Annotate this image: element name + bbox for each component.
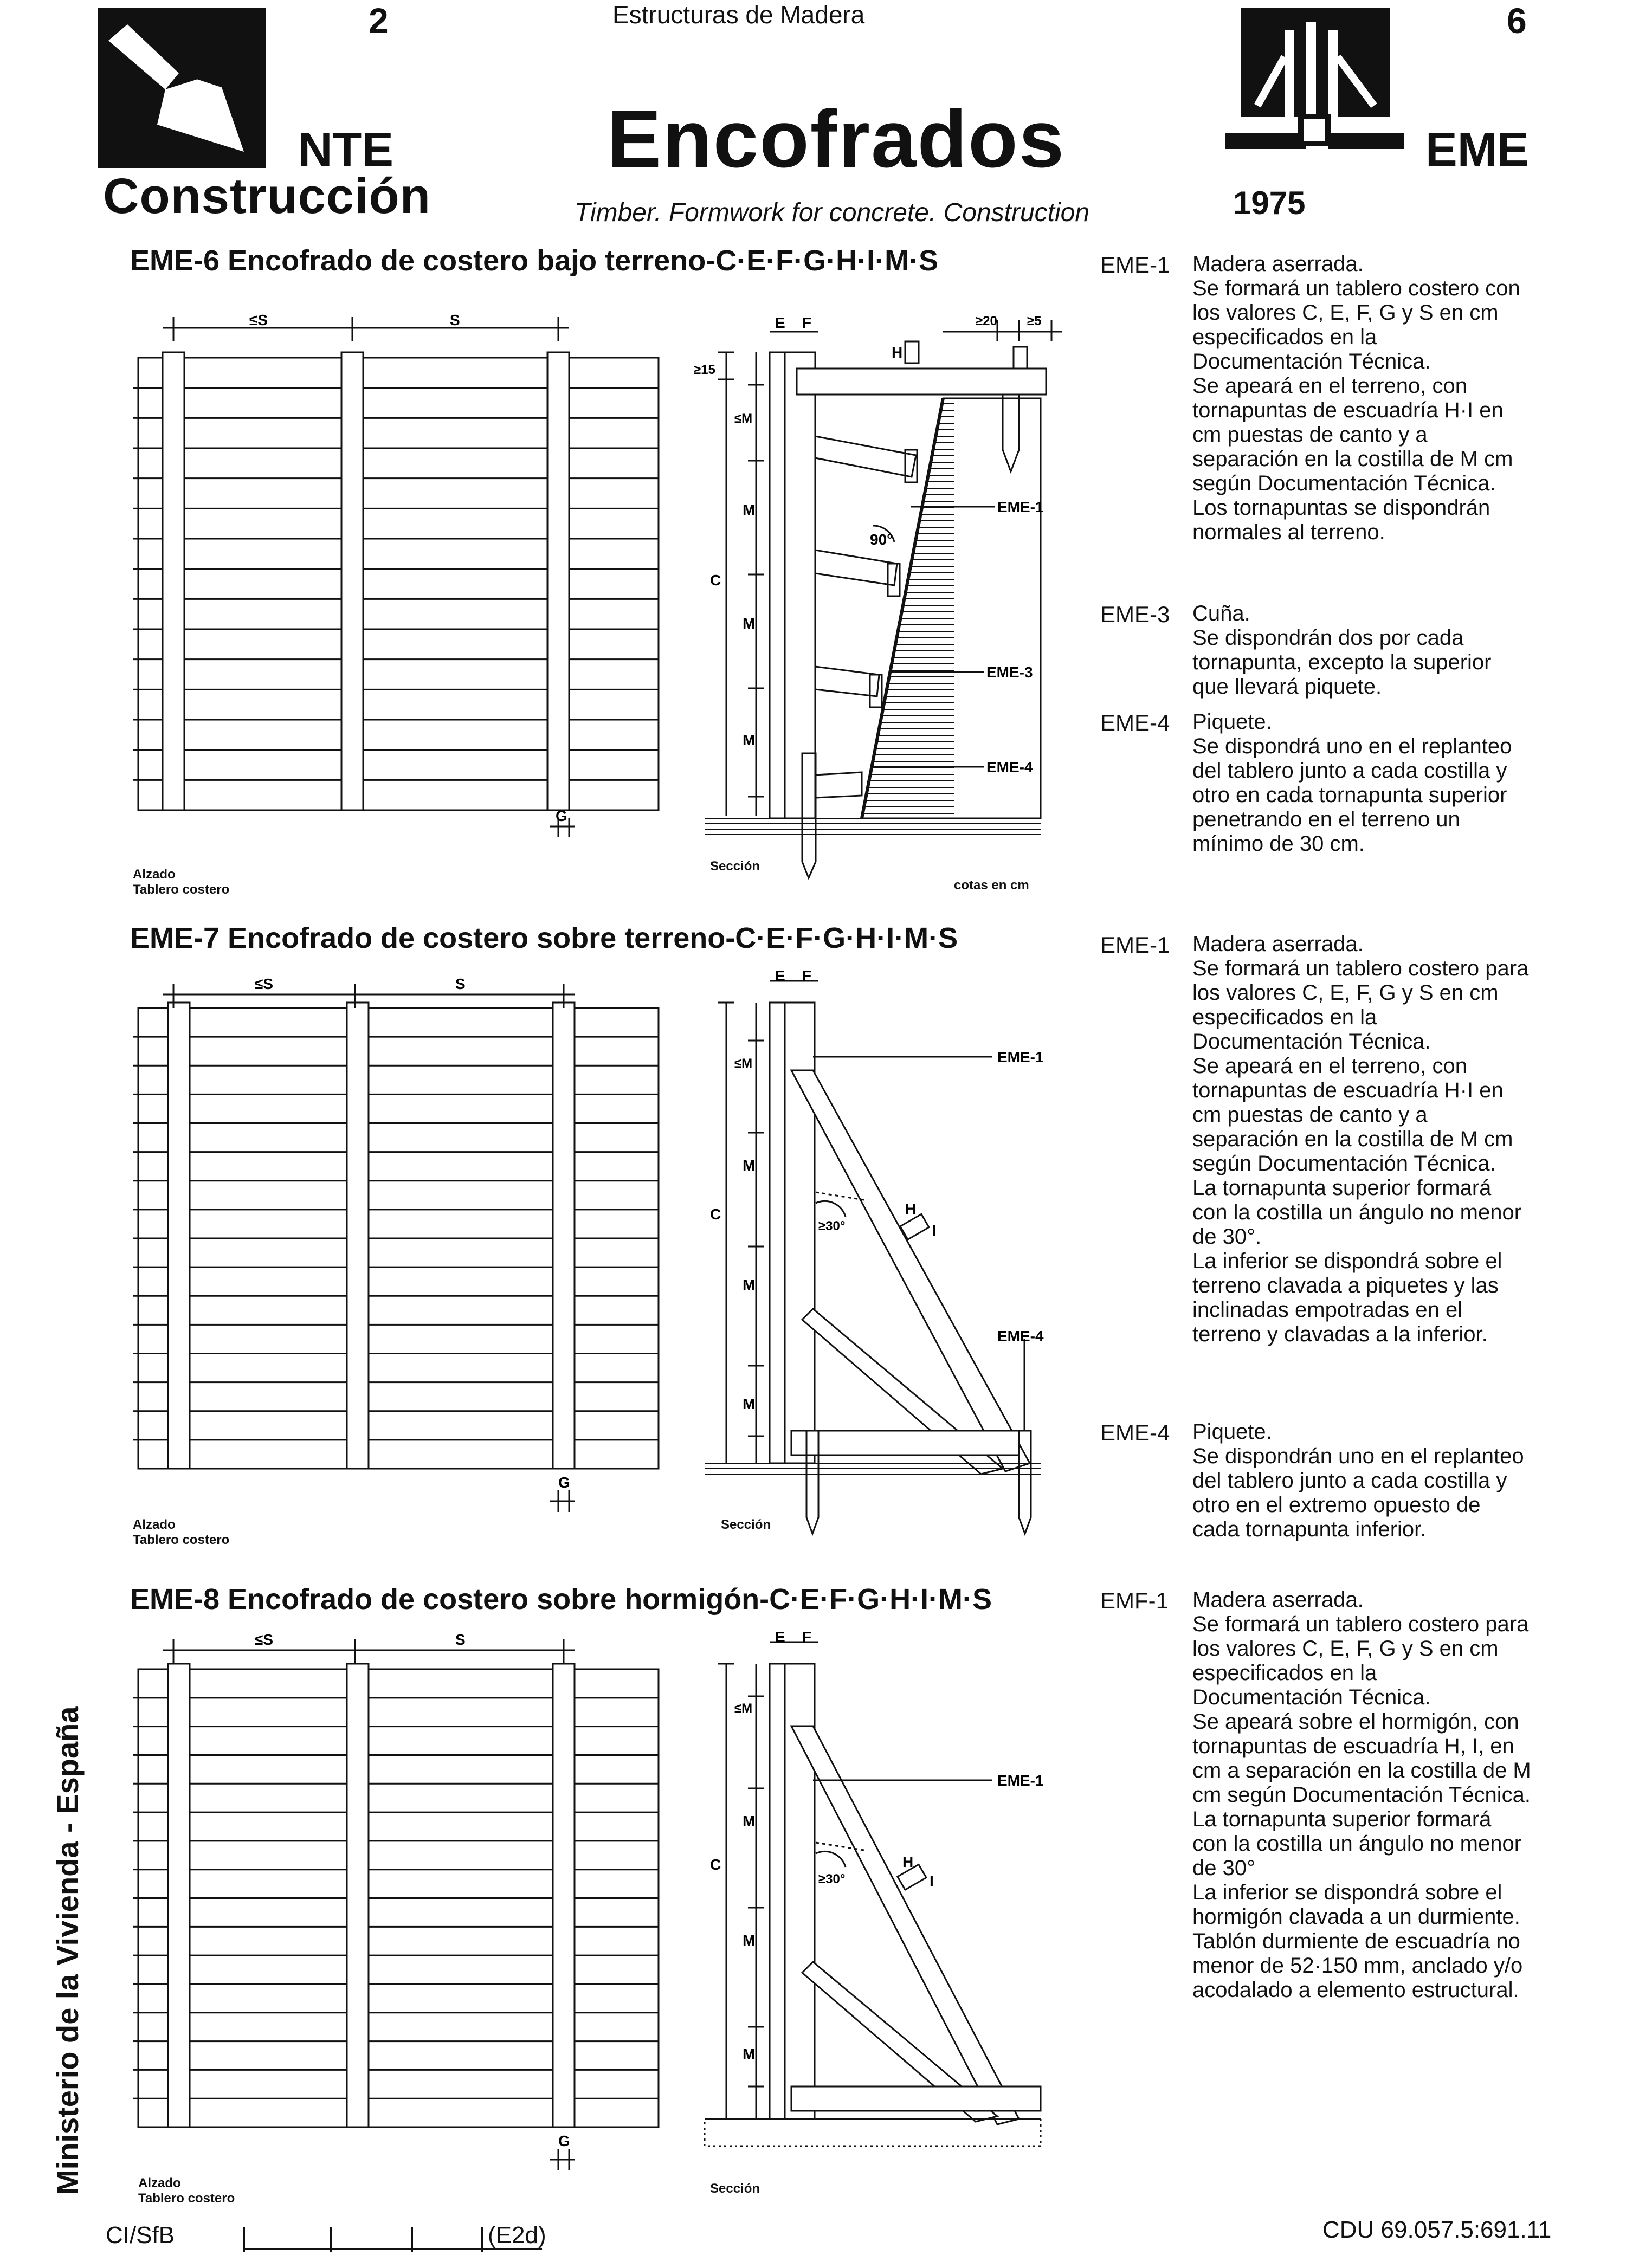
elev-caption-eme7: Alzado Tablero costero: [133, 1517, 230, 1547]
dim-m1-eme6: M: [743, 501, 756, 518]
dim-i-eme7: I: [932, 1222, 937, 1239]
dim-g-eme7: G: [558, 1474, 570, 1491]
callout-eme1-eme6: EME-1: [997, 499, 1044, 515]
dim-m1-eme7: M: [743, 1157, 756, 1174]
dim-ge5-eme6: ≥5: [1027, 314, 1042, 328]
dim-e-eme7: E: [775, 967, 785, 984]
dim-m3-eme6: M: [743, 732, 756, 748]
angle-eme7: ≥30°: [818, 1219, 846, 1233]
dim-m2-eme7: M: [743, 1276, 756, 1293]
dim-s2-eme8: S: [455, 1631, 466, 1648]
sec-caption-eme6: Sección: [710, 859, 760, 874]
note-text-eme7-2: Piquete. Se dispondrán uno en el replanteo del tablero junto a cada costilla y otro en el extremo opuesto de cada tornapunta inferior.: [1192, 1420, 1524, 1541]
elevation-eme7: [133, 1003, 659, 1469]
dim-h-eme8: H: [902, 1853, 914, 1870]
page-subtitle: Timber. Formwork for concrete. Construction: [575, 198, 1090, 227]
callout-eme1-eme7: EME-1: [997, 1049, 1044, 1065]
dim-m1-eme8: M: [743, 1813, 756, 1830]
cisfb-label: CI/SfB: [106, 2222, 175, 2248]
dim-lem-eme8: ≤M: [734, 1701, 753, 1716]
angle-eme6: 90°: [870, 531, 893, 548]
dim-s2-eme7: S: [455, 975, 466, 992]
section-title-eme7: EME-7 Encofrado de costero sobre terreno-C·E·F·G·H·I·M·S: [130, 922, 958, 954]
note-text-eme6-2: Cuña. Se dispondrán dos por cada tornapunta, excepto la superior que llevará piquete.: [1192, 602, 1492, 699]
dim-e-eme8: E: [775, 1629, 785, 1645]
nte-label: NTE: [298, 122, 393, 176]
year: 1975: [1233, 185, 1306, 221]
dim-s1-eme8: ≤S: [255, 1631, 274, 1648]
section-title-eme6: EME-6 Encofrado de costero bajo terreno-C·E·F·G·H·I·M·S: [130, 244, 939, 277]
side-ministry-label: Ministerio de la Vivienda - España: [50, 1706, 85, 2195]
dim-c-eme7: C: [710, 1206, 721, 1223]
callout-eme1-eme8: EME-1: [997, 1772, 1044, 1789]
dim-m3-eme7: M: [743, 1395, 756, 1412]
dim-lem-eme7: ≤M: [734, 1056, 753, 1071]
dim-line-eme6: [163, 317, 575, 837]
elev-caption-eme8: Alzado Tablero costero: [138, 2176, 235, 2206]
dim-ge15-eme6: ≥15: [694, 363, 715, 377]
note-text-eme6-1: Madera aserrada. Se formará un tablero costero con los valores C, E, F, G y S en cm especificados en la Documentación Técnica. Se apeará en el terreno, con tornapuntas de escuadría H·I en cm puestas de canto y a separación en la costilla de M cm según Documentación Técnica. Los tornapuntas se dispondrán normales al terreno.: [1192, 252, 1520, 544]
dim-g-eme8: G: [558, 2133, 570, 2149]
units-caption-eme6: cotas en cm: [954, 878, 1029, 893]
elevation-eme6: [133, 352, 659, 810]
cdu-code: CDU 69.057.5:691.11: [1322, 2217, 1552, 2243]
note-text-eme7-1: Madera aserrada. Se formará un tablero costero para los valores C, E, F, G y S en cm especificados en la Documentación Técnica. Se apeará en el terreno, con tornapuntas de escuadría H·I en cm puestas de canto y a separación en la costilla de M cm según Documentación Técnica. La tornapunta superior formará con la costilla un ángulo no menor de 30°. La inferior se dispondrá sobre el terreno clavada a piquetes y las inclinadas empotradas en el terreno y clavadas a la inferior.: [1192, 932, 1529, 1346]
dim-f-eme8: F: [802, 1629, 812, 1645]
section-title-eme8: EME-8 Encofrado de costero sobre hormigón-C·E·F·G·H·I·M·S: [130, 1583, 992, 1616]
dim-s2-eme6: S: [450, 312, 460, 328]
dim-e-eme6: E: [775, 314, 785, 331]
sec-caption-eme8: Sección: [710, 2181, 760, 2196]
elev-caption-eme6: Alzado Tablero costero: [133, 867, 230, 897]
dim-m2-eme6: M: [743, 615, 756, 632]
note-code-eme8-1: EMF-1: [1100, 1588, 1169, 1613]
series-label: Estructuras de Madera: [612, 1, 865, 29]
dim-ge20-eme6: ≥20: [976, 314, 997, 328]
note-code-eme7-2: EME-4: [1100, 1420, 1170, 1445]
note-text-eme8-1: Madera aserrada. Se formará un tablero costero para los valores C, E, F, G y S en cm especificados en la Documentación Técnica. Se apeará sobre el hormigón, con tornapuntas de escuadría H, I, en cm a separación en la costilla de M cm según Documentación Técnica. La tornapunta superior formará con la costilla un ángulo no menor de 30° La inferior se dispondrá sobre el hormigón clavada a un durmiente. Tablón durmiente de escuadría no menor de 52·150 mm, anclado y/o acodalado a elemento estructural.: [1192, 1588, 1531, 2002]
section-eme8: [705, 1642, 1041, 2146]
callout-eme4-eme7: EME-4: [997, 1328, 1044, 1345]
page-title: Encofrados: [607, 93, 1066, 184]
dim-lem-eme6: ≤M: [734, 411, 753, 426]
callout-eme3-eme6: EME-3: [986, 664, 1033, 681]
elevation-eme8: [133, 1664, 659, 2127]
construccion-label: Construcción: [103, 169, 431, 224]
dim-s1-eme6: ≤S: [249, 312, 268, 328]
eme-code: EME: [1425, 122, 1529, 176]
angle-eme8: ≥30°: [818, 1872, 846, 1886]
cisfb-code: (E2d): [488, 2222, 546, 2248]
dim-m3-eme8: M: [743, 2046, 756, 2063]
dim-g-eme6: G: [556, 807, 567, 824]
sec-caption-eme7: Sección: [721, 1517, 771, 1532]
note-code-eme6-2: EME-3: [1100, 602, 1170, 627]
dim-c-eme6: C: [710, 572, 721, 589]
note-code-eme6-3: EME-4: [1100, 710, 1170, 735]
note-code-eme6-1: EME-1: [1100, 252, 1170, 277]
note-text-eme6-3: Piquete. Se dispondrá uno en el replanteo del tablero junto a cada costilla y otro en cada tornapunta superior penetrando en el terreno un mínimo de 30 cm.: [1192, 710, 1512, 856]
dim-s1-eme7: ≤S: [255, 975, 274, 992]
dim-i-eme8: I: [930, 1872, 934, 1889]
page-number-left: 2: [369, 1, 389, 41]
section-eme7: [705, 981, 1041, 1534]
dim-c-eme8: C: [710, 1856, 721, 1873]
callout-eme4-eme6: EME-4: [986, 759, 1033, 776]
note-code-eme7-1: EME-1: [1100, 932, 1170, 958]
dim-h-eme7: H: [905, 1200, 917, 1217]
section-eme6: [705, 320, 1062, 878]
page-number-right: 6: [1507, 1, 1527, 41]
dim-m2-eme8: M: [743, 1932, 756, 1949]
dim-h-eme6: H: [892, 344, 903, 361]
dim-f-eme7: F: [802, 967, 812, 984]
dim-f-eme6: F: [802, 314, 812, 331]
